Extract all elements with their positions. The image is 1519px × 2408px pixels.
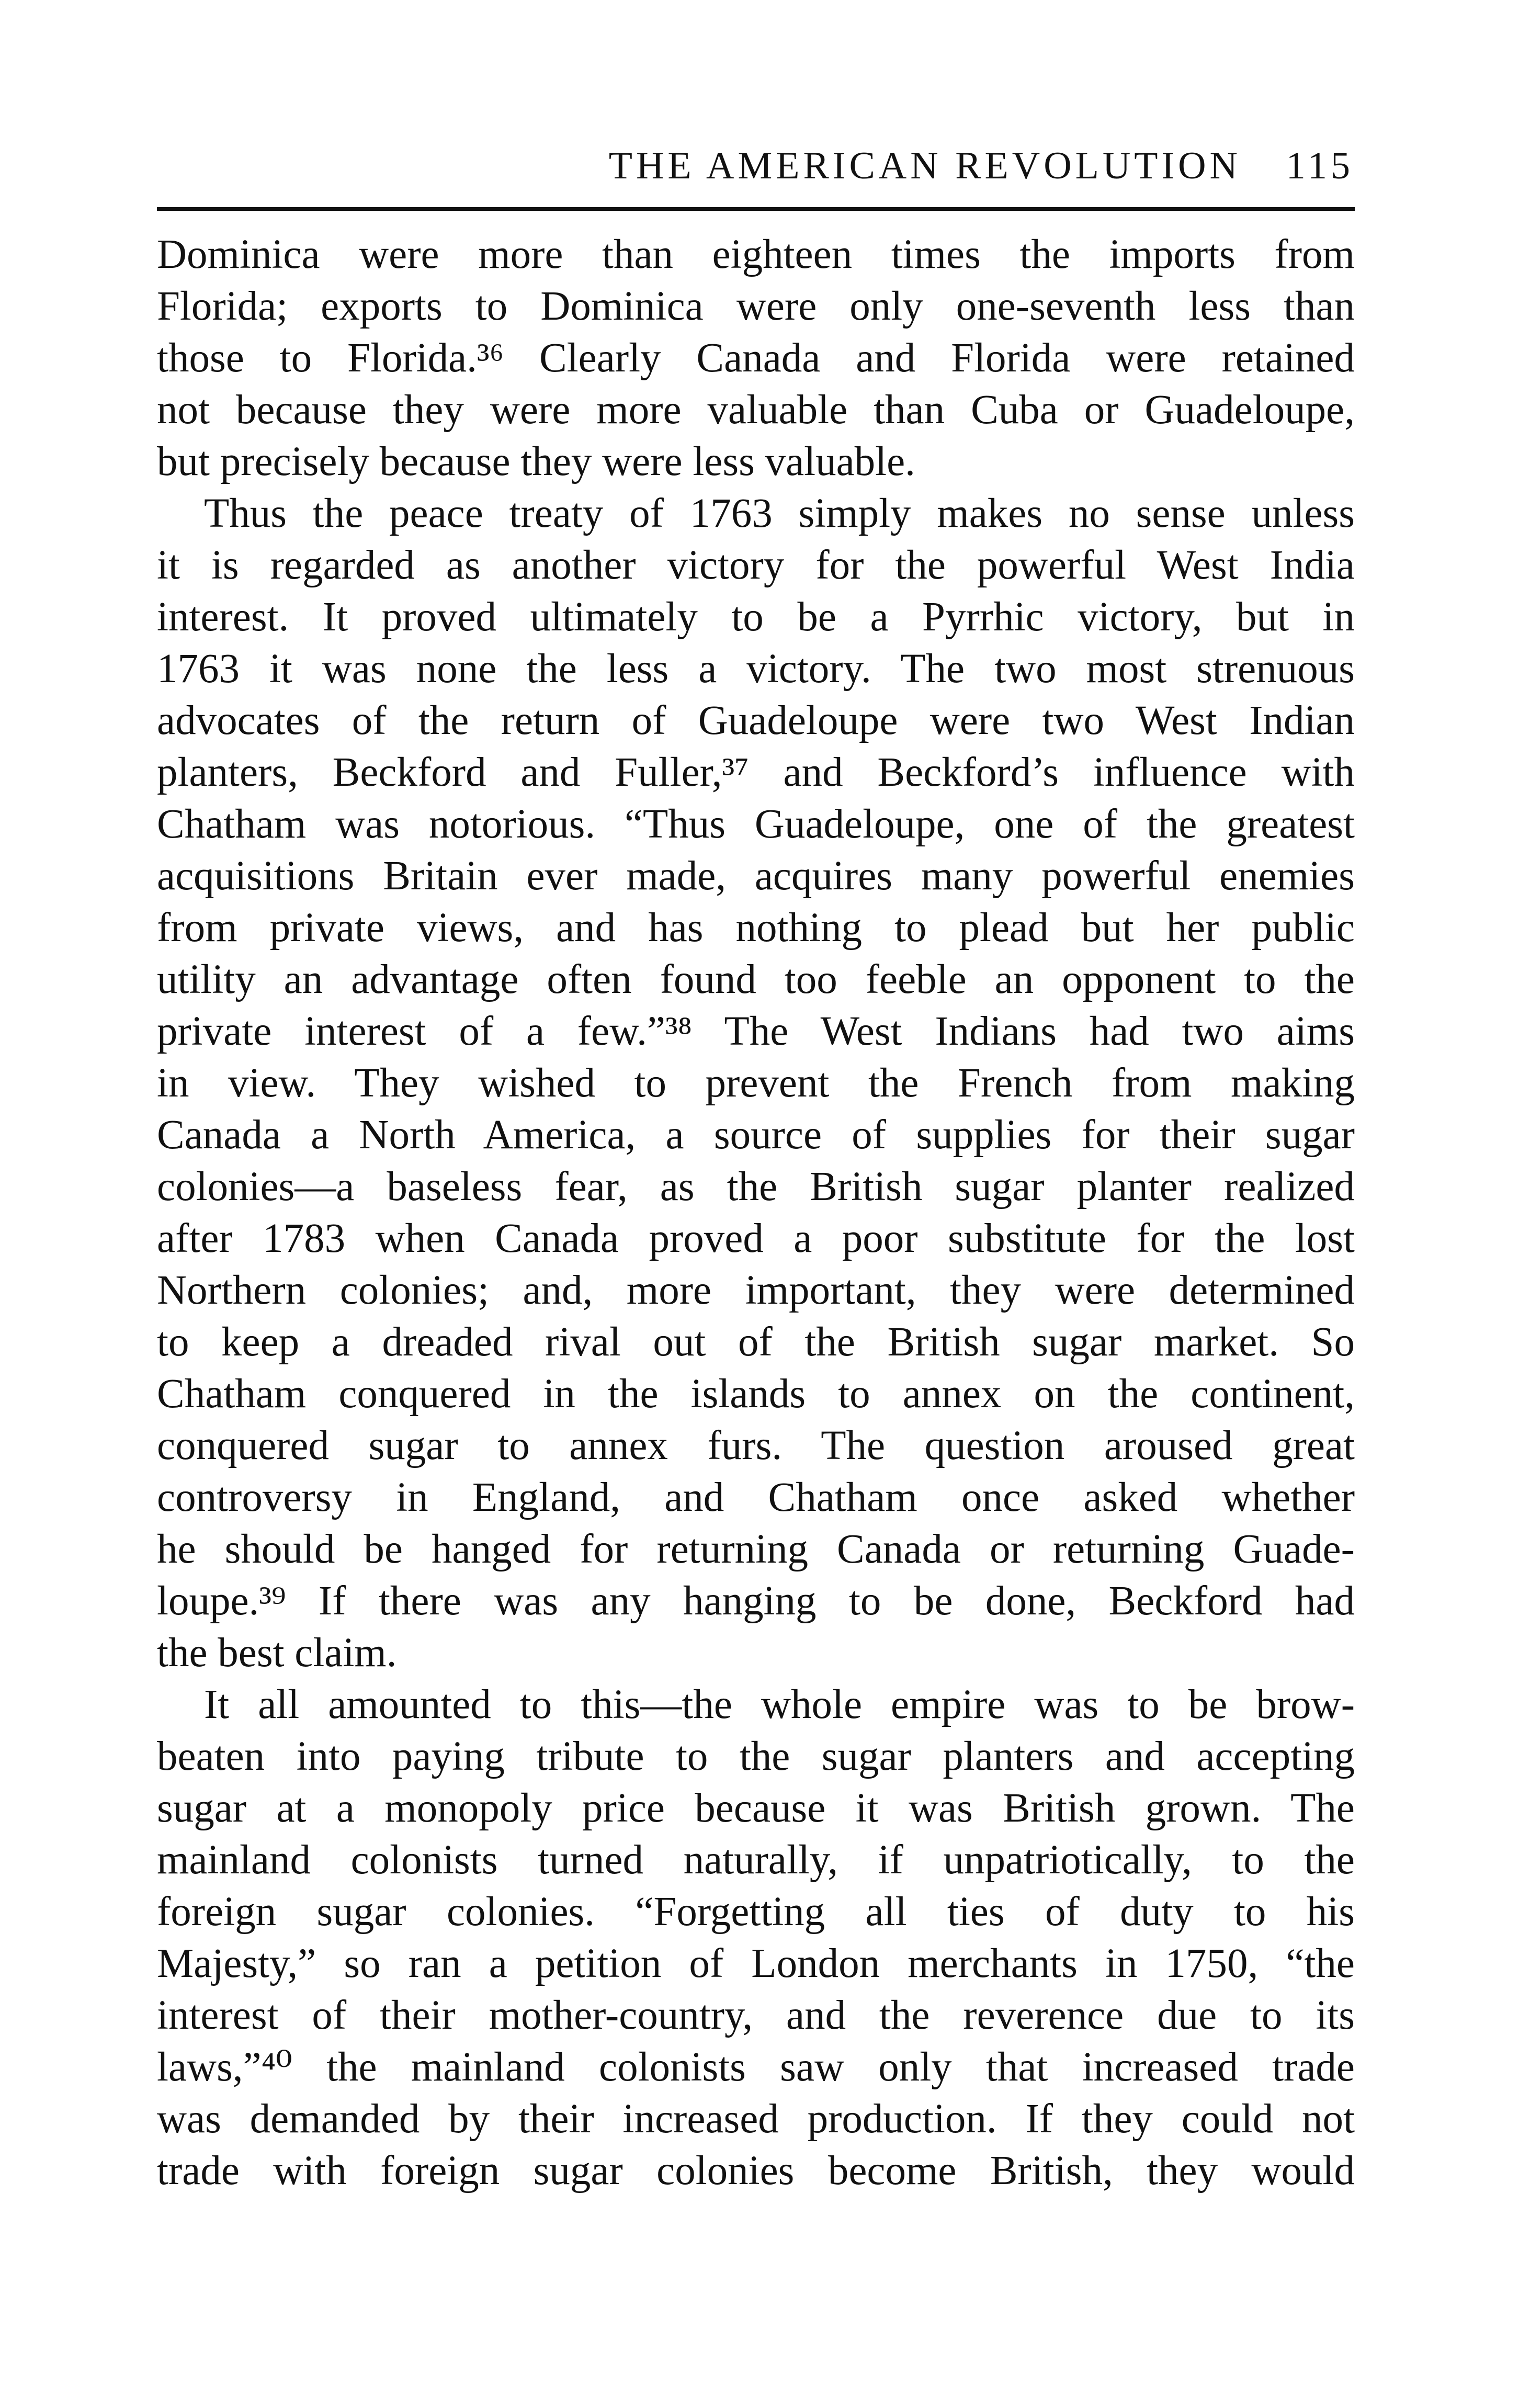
text-line: foreign sugar colonies. “Forgetting all ties of duty to his — [157, 1889, 1355, 1935]
text-line: was demanded by their increased production. If they could not — [157, 2096, 1355, 2142]
text-line: planters, Beckford and Fuller,³⁷ and Beckford’s influence with — [157, 750, 1355, 795]
text-line: 1763 it was none the less a victory. The two most strenuous — [157, 646, 1355, 692]
paragraph-start-line: Thus the peace treaty of 1763 simply makes no sense unless — [204, 491, 1355, 536]
text-line: Dominica were more than eighteen times the imports from — [157, 232, 1355, 277]
text-line: mainland colonists turned naturally, if unpatriotically, to the — [157, 1837, 1355, 1883]
text-line: controversy in England, and Chatham once asked whether — [157, 1475, 1355, 1520]
page-number: 115 — [1286, 144, 1354, 187]
text-line: not because they were more valuable than Cuba or Guadeloupe, — [157, 387, 1355, 433]
running-title: THE AMERICAN REVOLUTION — [608, 144, 1241, 187]
text-line: in view. They wished to prevent the French from making — [157, 1060, 1355, 1106]
header-rule — [157, 207, 1355, 211]
text-line: Northern colonies; and, more important, they were determined — [157, 1268, 1355, 1313]
text-line: Chatham was notorious. “Thus Guadeloupe, one of the greatest — [157, 801, 1355, 847]
text-line: utility an advantage often found too feeble an opponent to the — [157, 957, 1355, 1002]
text-line: conquered sugar to annex furs. The question aroused great — [157, 1423, 1355, 1468]
text-line: beaten into paying tribute to the sugar planters and accepting — [157, 1734, 1355, 1779]
text-line: loupe.³⁹ If there was any hanging to be done, Beckford had — [157, 1578, 1355, 1624]
text-line: Chatham conquered in the islands to annex on the continent, — [157, 1371, 1355, 1417]
text-line: colonies—a baseless fear, as the British sugar planter realized — [157, 1164, 1355, 1209]
body-text — [157, 229, 1355, 2197]
text-line: but precisely because they were less valuable. — [157, 439, 915, 484]
text-line: from private views, and has nothing to plead but her public — [157, 905, 1355, 951]
running-head — [157, 137, 1354, 195]
text-line: Majesty,” so ran a petition of London merchants in 1750, “the — [157, 1941, 1355, 1986]
text-line: sugar at a monopoly price because it was British grown. The — [157, 1785, 1355, 1831]
text-line: after 1783 when Canada proved a poor substitute for the lost — [157, 1216, 1355, 1261]
text-line: it is regarded as another victory for the powerful West India — [157, 542, 1355, 588]
text-line: Florida; exports to Dominica were only one-seventh less than — [157, 284, 1355, 329]
text-line: those to Florida.³⁶ Clearly Canada and Florida were retained — [157, 335, 1355, 381]
text-line: private interest of a few.”³⁸ The West Indians had two aims — [157, 1009, 1355, 1054]
text-line: trade with foreign sugar colonies become British, they would — [157, 2148, 1355, 2194]
text-line: interest. It proved ultimately to be a Pyrrhic victory, but in — [157, 594, 1355, 640]
text-line: interest of their mother-country, and the reverence due to its — [157, 1993, 1355, 2038]
text-line: acquisitions Britain ever made, acquires many powerful enemies — [157, 853, 1355, 899]
text-line: Canada a North America, a source of supplies for their sugar — [157, 1112, 1355, 1158]
text-line: laws,”⁴⁰ the mainland colonists saw only that increased trade — [157, 2044, 1355, 2090]
text-line: the best claim. — [157, 1630, 397, 1676]
text-line: advocates of the return of Guadeloupe were two West Indian — [157, 698, 1355, 743]
text-line: he should be hanged for returning Canada or returning Guade- — [157, 1527, 1355, 1572]
paragraph-start-line: It all amounted to this—the whole empire was to be brow- — [204, 1682, 1355, 1727]
text-line: to keep a dreaded rival out of the British sugar market. So — [157, 1319, 1355, 1365]
